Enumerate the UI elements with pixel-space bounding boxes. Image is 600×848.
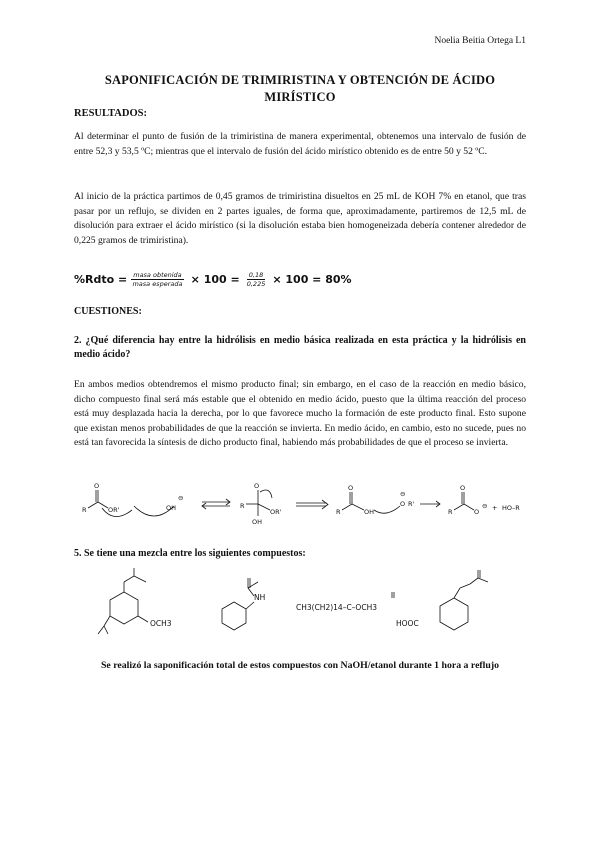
mech-r-label-3: R [336,508,341,516]
results-paragraph-1: Al determinar el punto de fusión de la trimiristina de manera experimental, obtenemos una intervalo de fusión de entre 52,3 y 53,5 ºC; mientras que el intervalo de fusión del ácido mirístico obtenido es de entre 50 y 52 ºC. [74,131,526,157]
page-title: SAPONIFICACIÓN DE TRIMIRISTINA Y OBTENCIÓN DE ÁCIDO MIRÍSTICO [104,73,496,104]
compound-4-label: HOOC [396,619,419,628]
fraction-denominator-value: 0,225 [246,279,266,288]
mech-r-label-4: R [448,508,453,516]
header-author: Noelia Beitia Ortega L1 [434,36,526,46]
fraction-values [247,271,266,288]
compound-2-label: NH [254,593,266,602]
answer-2: En ambos medios obtendremos el mismo producto final; sin embargo, en el caso de la reacción en medio básico, dicho compuesto final será más estable que el obtenido en medio ácido, puesto que la última reacción del proceso está muy desplazada hacia la derecha, por lo que favorece mucho la formación de este producto final. Esto supone que existan menos probabilidades de que la reacción se invierta. En medio ácido, en cambio, esto no sucede, pues no está tan favorecida la síntesis de dicho producto final, habiendo más probabilidades de que el proceso se invierta. [74,379,526,449]
yield-formula [74,266,394,292]
mech-r-label-2: R [240,502,245,510]
mech-minus-1: ⊖ [178,494,184,502]
mech-or-tetrahedral: OR' [270,508,282,516]
fraction-numerator: masa obtenida [133,270,182,279]
mech-plus: + [492,504,498,512]
question-2: 2. ¿Qué diferencia hay entre la hidrólisis en medio básica realizada en esta práctica y la hidrólisis en medio ácido? [74,335,526,360]
mech-oh-acid: OH [364,508,375,516]
compounds-diagram [74,568,526,644]
mech-o-label: O [94,482,100,490]
mech-o-alkoxide: O [400,500,406,508]
saponification-statement: Se realizó la saponificación total de estos compuestos con NaOH/etanol durante 1 hora a reflujo [100,660,500,671]
compound-3-formula: CH3(CH2)14–C–OCH3 [296,603,377,612]
questions-heading: CUESTIONES: [74,306,142,317]
mech-hor-label: HO–R [502,504,520,512]
mech-or-label: OR' [108,506,120,514]
mech-o-label-4: O [460,484,466,492]
mech-minus-2: ⊖ [400,490,406,498]
mech-o-label-3: O [348,484,354,492]
formula-times-1: × 100 = [190,272,240,286]
formula-lhs: %Rdto = [74,272,128,286]
results-heading: RESULTADOS: [74,108,147,119]
mech-r-label: R [82,506,87,514]
mech-o-label-2: O [254,482,260,490]
reaction-mechanism-diagram [74,476,526,532]
compound-1-label: OCH3 [150,619,172,628]
formula-result: × 100 = 80% [272,272,352,286]
fraction-mass [131,271,183,288]
mech-o-carboxylate: O [474,508,480,516]
question-5: 5. Se tiene una mezcla entre los siguientes compuestos: [74,548,306,559]
mech-oh-label: OH [166,504,177,512]
mech-oh-tetrahedral: OH [252,518,263,526]
fraction-denominator: masa esperada [132,279,183,288]
mech-r2-label: R' [408,500,415,508]
results-paragraph-2: Al inicio de la práctica partimos de 0,45 gramos de trimiristina disueltos en 25 mL de KOH 7% en etanol, que tras pasar por un reflujo, se dividen en 2 partes iguales, de forma que, aproximadamente, partiremos de 12,5 mL de disolución para extraer el ácido mirístico (si la disolución estaba bien homogeneizada debería contener alrededor de 0,225 gramos de trimiristina). [74,191,526,246]
fraction-numerator-value: 0,18 [248,270,264,279]
mech-minus-3: ⊖ [482,502,488,510]
